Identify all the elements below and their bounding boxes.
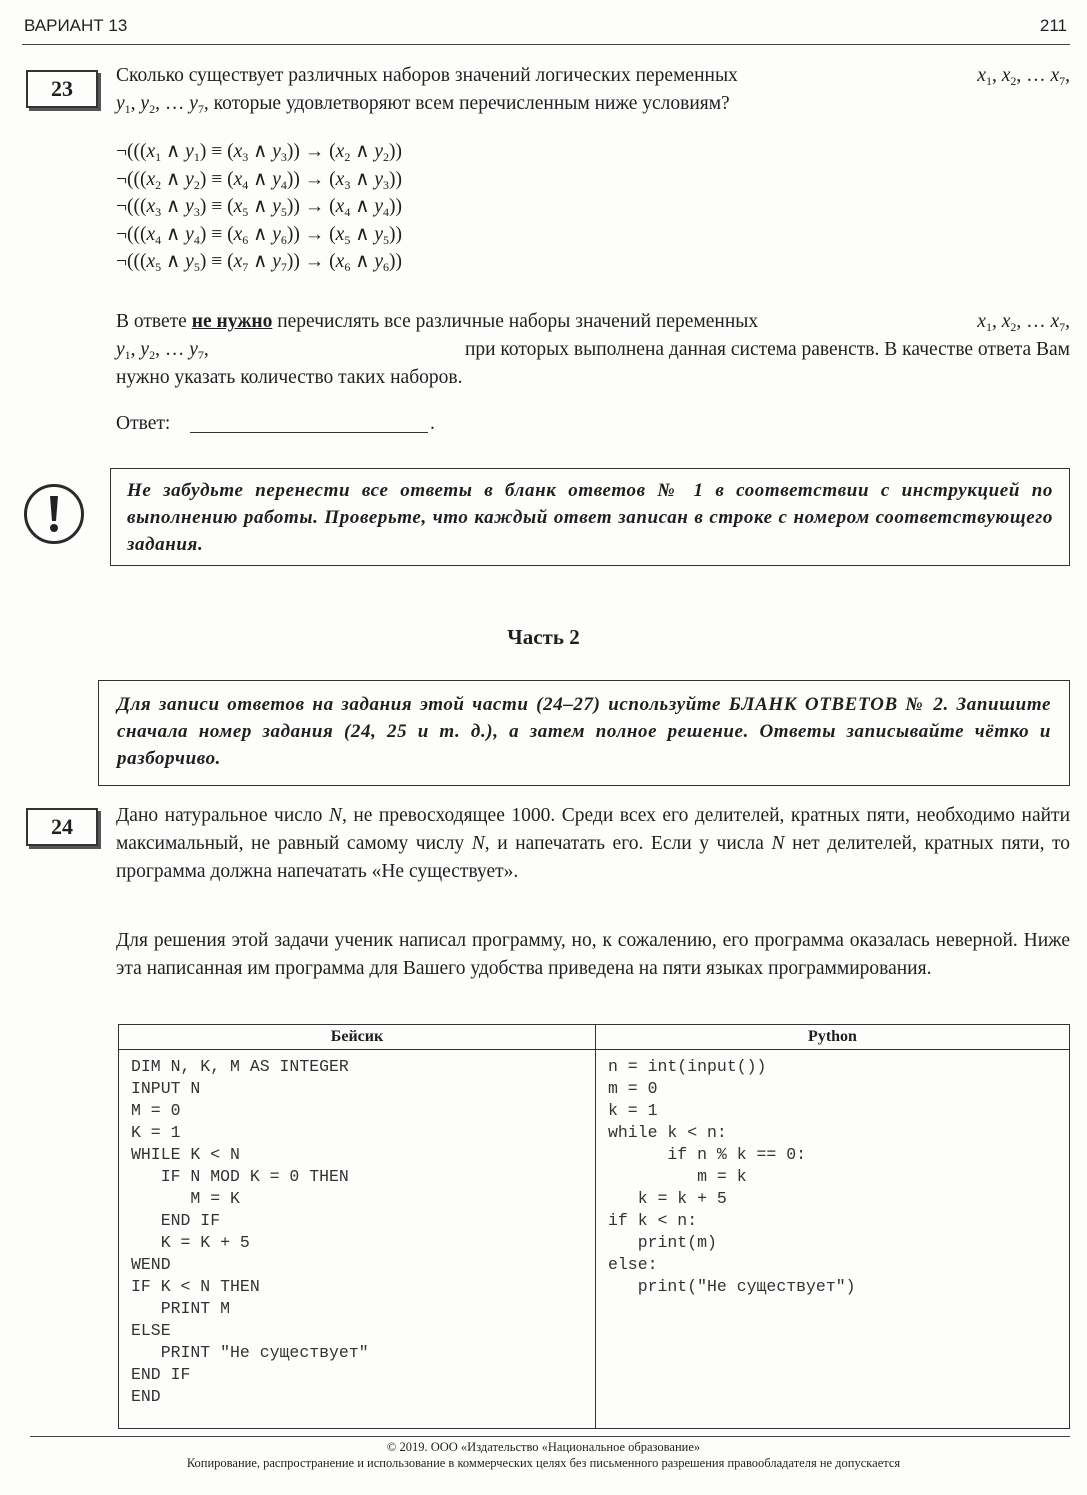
footer-notice: Копирование, распространение и использование в коммерческих целях без письменного разрешения правообладателя не допускается: [186, 1456, 901, 1470]
equation-row: $\neg(((x_1$ ∧ $y_1) \equiv (x_3$ ∧ $y_3)) \to (x_2$ ∧ $y_2$)): [116, 141, 402, 164]
task-24-text-a: Дано натуральное число: [116, 805, 323, 826]
equation-row: $\neg(((x_2$ ∧ $y_2) \equiv (x_4$ ∧ $y_4)) \to (x_3$ ∧ $y_3$)): [116, 168, 402, 192]
vars-x: $x_1$, $x_2$, … $x_7$,: [977, 65, 1070, 88]
task-24-text-c: , и напечатать его. Если у числа: [484, 833, 764, 854]
python-header: Python: [596, 1025, 1070, 1050]
task-23-number: 23: [26, 70, 98, 108]
header-rule: [22, 44, 1070, 45]
task-23-question: [116, 62, 1070, 118]
footer-rule: [30, 1436, 1070, 1437]
part-2-title: Часть 2: [507, 625, 580, 649]
task-24-statement: [116, 802, 1070, 886]
task-24-description: Для решения этой задачи ученик написал программу, но, к сожалению, его программа оказалась неверной. Ниже эта написанная им программа для Вашего удобства приведена на пяти языках программирования.: [116, 930, 1070, 979]
exclamation-icon: [24, 484, 84, 544]
answer-line[interactable]: [190, 432, 428, 433]
reminder-box: Не забудьте перенести все ответы в бланк ответов № 1 в соответствии с инструкцией по выполнению работы. Проверьте, что каждый ответ записан в строке с номером соответствующего задания.: [110, 468, 1070, 566]
vars-y: $y_1$, $y_2$, … $y_7$,: [116, 93, 209, 116]
question-line-2: которые удовлетворяют всем перечисленным ниже условиям?: [213, 93, 730, 114]
note-line-3: нужно указать количество таких наборов.: [116, 367, 463, 388]
note-line-1: перечислять все различные наборы значений переменных: [277, 311, 759, 332]
python-code: n = int(input()) m = 0 k = 1 while k < n: if n % k == 0: m = k k = k + 5 if k < n: print(m) else: print("Не существует"): [608, 1057, 856, 1296]
note-vars-y: $y_1$, $y_2$, … $y_7$,: [116, 339, 209, 362]
task-24-text-b: , не превосходящее 1000. Среди всех его делителей, кратных пяти, необходимо найти максимальный, не равный самому числу: [116, 805, 1071, 854]
equation-row: $\neg(((x_4$ ∧ $y_4) \equiv (x_6$ ∧ $y_6)) \to (x_5$ ∧ $y_5$)): [116, 223, 402, 247]
part-2-instruction: Для записи ответов на задания этой части (24–27) используйте БЛАНК ОТВЕТОВ № 2. Запишите сначала номер задания (24, 25 и т. д.), а затем полное решение. Ответы записывайте чётко и разборчиво.: [98, 680, 1070, 786]
variant-label: ВАРИАНТ 13: [24, 16, 128, 35]
note-prefix: В ответе: [116, 311, 187, 332]
task-24-text-d: нет делителей, кратных пяти, то программа должна напечатать «Не существует».: [116, 833, 1071, 882]
note-emphasis: не нужно: [191, 311, 273, 332]
var-n: N: [328, 805, 342, 826]
page-number: 211: [1039, 16, 1067, 35]
equation-row: $\neg(((x_3$ ∧ $y_3) \equiv (x_5$ ∧ $y_5)) \to (x_4$ ∧ $y_4$)): [116, 196, 402, 219]
program-table: [118, 1024, 1070, 1429]
footer-copyright: © 2019. ООО «Издательство «Национальное образование»: [386, 1440, 701, 1454]
basic-code: DIM N, K, M AS INTEGER INPUT N M = 0 K = 1 WHILE K < N IF N MOD K = 0 THEN M = K END IF K = K + 5 WEND IF K < N THEN PRINT M ELSE PRINT "Не существует" END IF END: [131, 1057, 369, 1406]
question-line-1: Сколько существует различных наборов значений логических переменных: [116, 65, 738, 86]
answer-label: Ответ:: [116, 413, 171, 434]
answer-dot: .: [430, 413, 435, 434]
equation-system: [116, 138, 402, 276]
var-n: N: [471, 833, 485, 854]
note-vars-x: $x_1$, $x_2$, … $x_7$,: [977, 311, 1070, 334]
basic-header: Бейсик: [119, 1025, 596, 1050]
var-n: N: [771, 833, 785, 854]
task-23-note: [116, 308, 1070, 392]
equation-row: $\neg(((x_5$ ∧ $y_5) \equiv (x_7$ ∧ $y_7)) \to (x_6$ ∧ $y_6$)): [116, 251, 402, 274]
task-24-number: 24: [26, 808, 98, 846]
note-line-2: при которых выполнена данная система равенств. В качестве ответа Вам: [464, 339, 1070, 360]
